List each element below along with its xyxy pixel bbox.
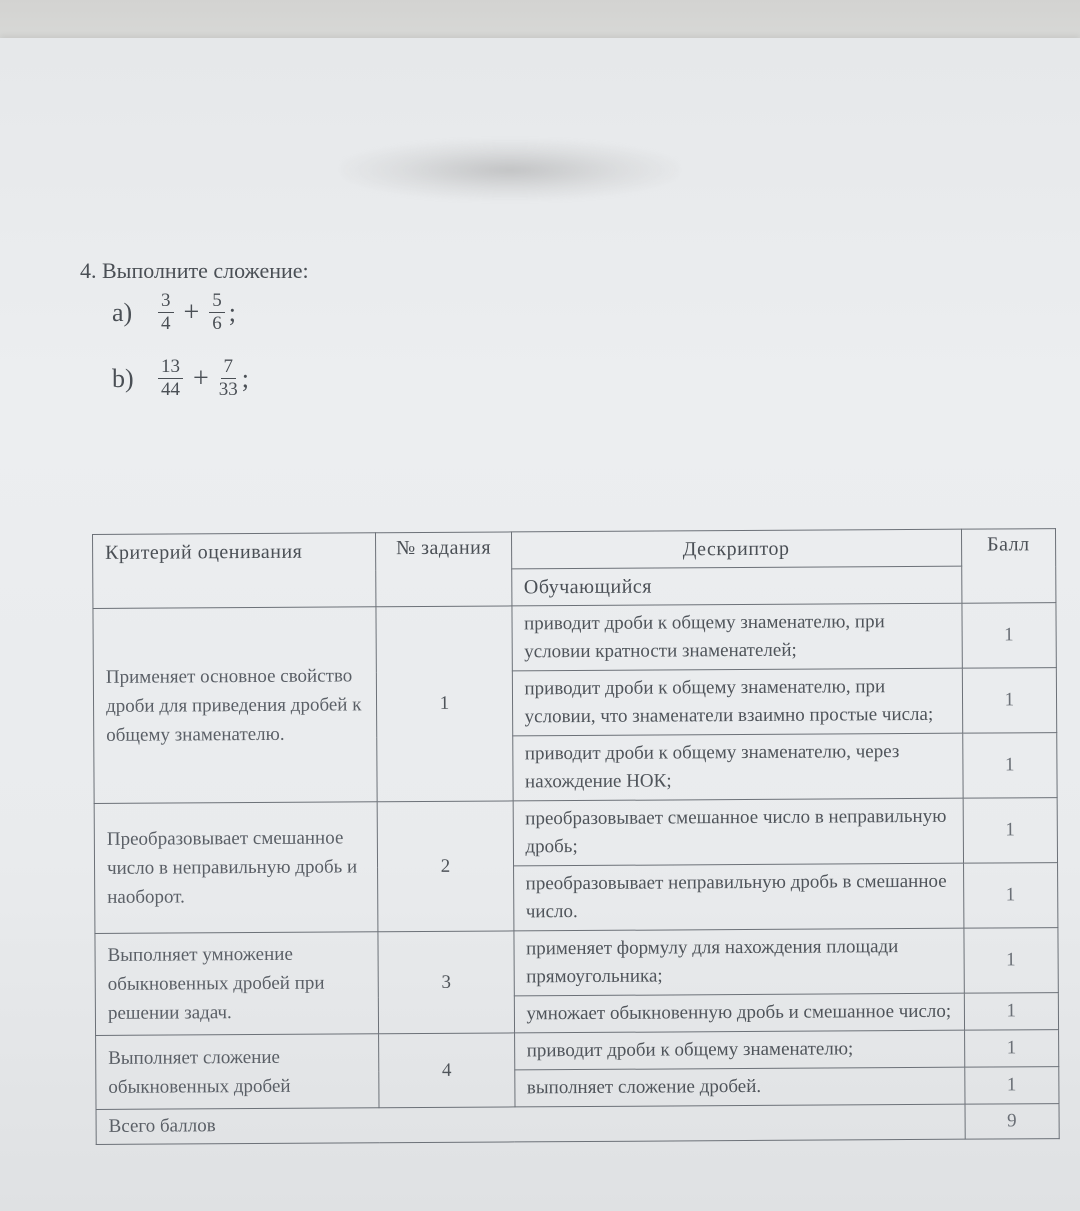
assessment-rubric-table (92, 528, 1060, 1145)
descriptor-cell: умножает обыкновенную дробь и смешанное число; (514, 993, 964, 1033)
score-cell: 1 (963, 798, 1058, 864)
task-title: 4. Выполните сложение: (80, 258, 309, 283)
total-row (96, 1104, 1059, 1145)
score-cell: 1 (962, 733, 1057, 799)
plus-sign-a: + (183, 296, 200, 328)
criterion-cell: Преобразовывает смешанное число в неправильную дробь и наоборот. (94, 802, 378, 934)
score-cell: 1 (963, 863, 1058, 929)
task-number-cell: 1 (376, 606, 512, 802)
header-score: Балл (961, 529, 1056, 604)
table-row (94, 798, 1057, 869)
expression-b-label: b) (112, 363, 134, 393)
score-cell: 1 (961, 603, 1056, 669)
score-cell: 1 (962, 668, 1057, 734)
descriptor-cell: приводит дроби к общему знаменателю, при условии, что знаменатели взаимно простые числа; (512, 668, 962, 736)
descriptor-cell: преобразовывает смешанное число в неправильную дробь; (513, 798, 963, 866)
table-row (95, 928, 1058, 999)
expression-a-label: a) (112, 297, 133, 327)
semicolon-a: ; (228, 297, 237, 327)
fraction-a1 (158, 290, 174, 335)
semicolon-b: ; (241, 363, 250, 393)
descriptor-cell: преобразовывает неправильную дробь в смешанное число. (513, 863, 963, 931)
fraction-b1 (158, 356, 183, 401)
score-cell: 1 (963, 928, 1058, 994)
header-descriptor: Дескриптор (511, 529, 961, 569)
header-student: Обучающийся (511, 566, 961, 606)
criterion-cell: Выполняет умножение обыкновенных дробей при решении задач. (95, 932, 379, 1036)
header-criterion: Критерий оценивания (93, 533, 377, 609)
criterion-cell: Применяет основное свойство дроби для приведения дробей к общему знаменателю. (93, 607, 378, 804)
criterion-cell: Выполняет сложение обыкновенных дробей (96, 1034, 380, 1110)
fraction-a2-numerator: 5 (209, 290, 225, 313)
descriptor-cell: приводит дроби к общему знаменателю, при условии кратности знаменателей; (511, 603, 961, 671)
score-cell: 1 (964, 1067, 1059, 1105)
total-score: 9 (964, 1104, 1059, 1140)
fraction-a1-denominator: 4 (161, 313, 171, 334)
fraction-b2-denominator: 33 (218, 379, 238, 400)
header-task-number: № задания (376, 532, 512, 607)
faded-stamp (340, 140, 680, 200)
fraction-b1-numerator: 13 (158, 356, 183, 379)
task-number-cell: 4 (379, 1033, 515, 1108)
score-cell: 1 (964, 993, 1059, 1031)
descriptor-cell: применяет формулу для нахождения площади прямоугольника; (513, 928, 963, 996)
score-cell: 1 (964, 1030, 1059, 1068)
fraction-a2-denominator: 6 (212, 313, 222, 334)
fraction-b2 (219, 356, 238, 401)
table-row (96, 1030, 1059, 1073)
descriptor-cell: приводит дроби к общему знаменателю, через нахождение НОК; (512, 733, 962, 801)
fraction-a1-numerator: 3 (158, 290, 174, 313)
task-number-cell: 3 (378, 931, 514, 1034)
table-row (93, 603, 1056, 674)
descriptor-cell: выполняет сложение дробей. (514, 1067, 964, 1107)
table-header-row (93, 529, 1056, 572)
expression-b (112, 356, 249, 401)
task-number-cell: 2 (378, 801, 514, 932)
descriptor-cell: приводит дроби к общему знаменателю; (514, 1030, 964, 1070)
plus-sign-b: + (193, 362, 209, 394)
fraction-b2-numerator: 7 (221, 356, 237, 379)
fraction-b1-denominator: 44 (161, 379, 180, 400)
fraction-a2 (209, 290, 225, 335)
total-label: Всего баллов (96, 1104, 965, 1144)
expression-a (112, 290, 236, 335)
